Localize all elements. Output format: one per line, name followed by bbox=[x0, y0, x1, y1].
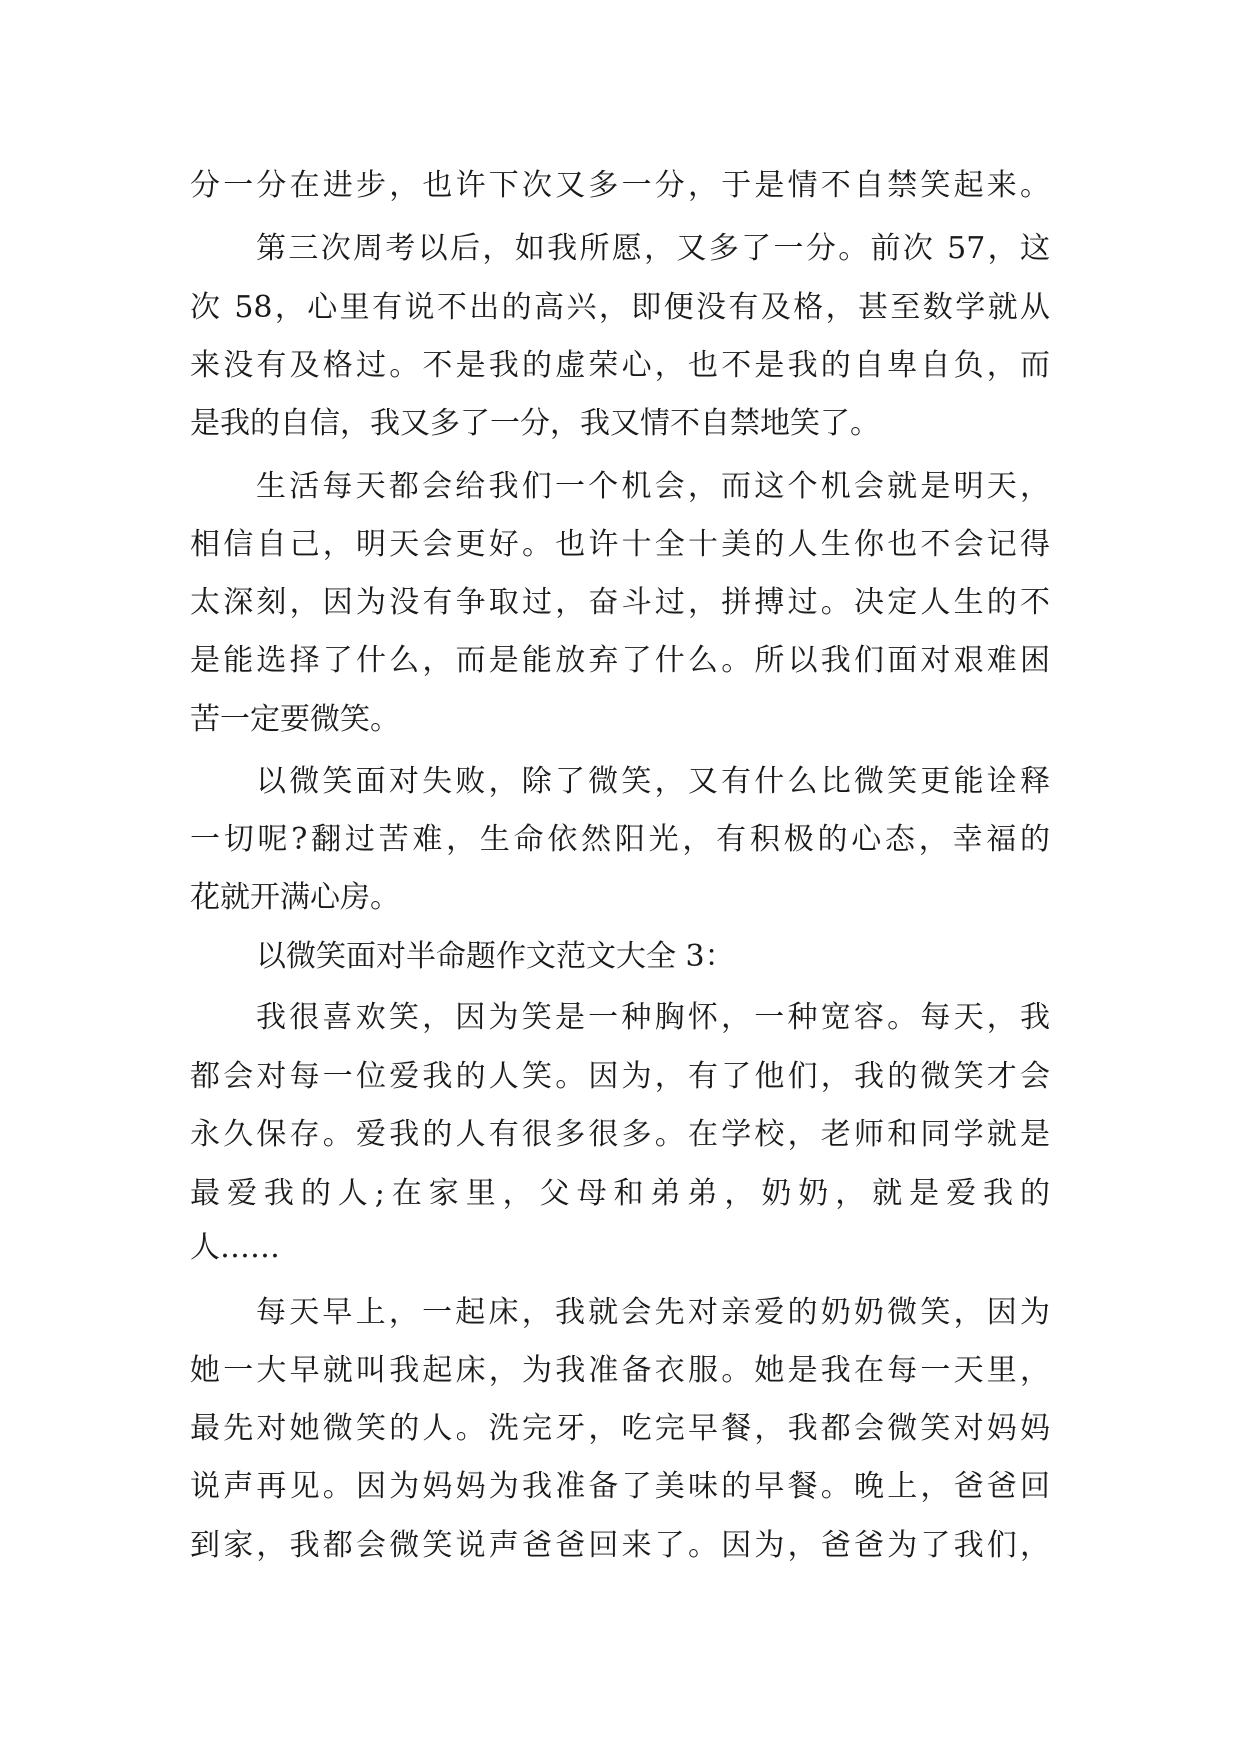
text-line: 最爱我的人;在家里，父母和弟弟，奶奶，就是爱我的 bbox=[190, 1176, 1050, 1211]
text-line: 花就开满心房。 bbox=[190, 880, 400, 915]
text-line: 说声再见。因为妈妈为我准备了美味的早餐。晚上，爸爸回 bbox=[190, 1469, 1050, 1504]
text-line: 来没有及格过。不是我的虚荣心，也不是我的自卑自负，而 bbox=[190, 348, 1050, 383]
text-line: 苦一定要微笑。 bbox=[190, 702, 400, 737]
section-heading: 以微笑面对半命题作文范文大全 3： bbox=[256, 939, 735, 974]
text-line: 最先对她微笑的人。洗完牙，吃完早餐，我都会微笑对妈妈 bbox=[190, 1411, 1050, 1446]
text-line: 我很喜欢笑，因为笑是一种胸怀，一种宽容。每天，我 bbox=[256, 1000, 1050, 1035]
text-line: 每天早上，一起床，我就会先对亲爱的奶奶微笑，因为 bbox=[256, 1295, 1050, 1330]
text-line: 以微笑面对失败，除了微笑，又有什么比微笑更能诠释 bbox=[256, 764, 1050, 799]
text-line: 相信自己，明天会更好。也许十全十美的人生你也不会记得 bbox=[190, 527, 1050, 562]
text-line: 是我的自信，我又多了一分，我又情不自禁地笑了。 bbox=[190, 406, 880, 441]
text-line: 第三次周考以后，如我所愿，又多了一分。前次 57，这 bbox=[256, 231, 1050, 266]
text-line: 生活每天都会给我们一个机会，而这个机会就是明天， bbox=[256, 469, 1050, 504]
text-line: 她一大早就叫我起床，为我准备衣服。她是我在每一天里， bbox=[190, 1353, 1050, 1388]
text-line: 永久保存。爱我的人有很多很多。在学校，老师和同学就是 bbox=[190, 1117, 1050, 1152]
text-line: 一切呢?翻过苦难，生命依然阳光，有积极的心态，幸福的 bbox=[190, 822, 1050, 857]
text-line: 到家，我都会微笑说声爸爸回来了。因为，爸爸为了我们， bbox=[190, 1528, 1050, 1563]
text-line: 是能选择了什么，而是能放弃了什么。所以我们面对艰难困 bbox=[190, 643, 1050, 678]
text-line: 都会对每一位爱我的人笑。因为，有了他们，我的微笑才会 bbox=[190, 1059, 1050, 1094]
text-line: 分一分在进步，也许下次又多一分，于是情不自禁笑起来。 bbox=[190, 168, 1050, 203]
text-line: 人…… bbox=[190, 1230, 280, 1265]
text-line: 太深刻，因为没有争取过，奋斗过，拼搏过。决定人生的不 bbox=[190, 585, 1050, 620]
text-line: 次 58，心里有说不出的高兴，即便没有及格，甚至数学就从 bbox=[190, 290, 1050, 325]
